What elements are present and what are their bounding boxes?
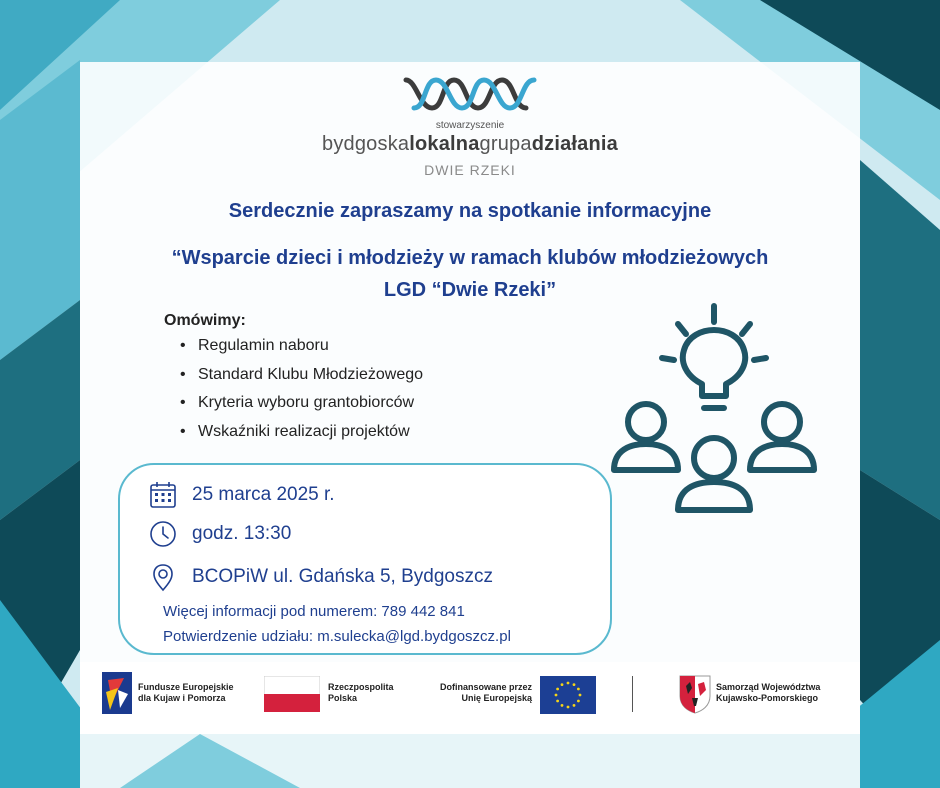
event-title-line1: “Wsparcie dzieci i młodzieży w ramach klubów młodzieżowych xyxy=(171,247,769,269)
agenda-item: • Regulamin naboru xyxy=(164,337,423,366)
agenda-list xyxy=(164,337,423,451)
org-subtitle: DWIE RZEKI xyxy=(424,162,516,178)
rp-logo-text: Rzeczpospolita Polska xyxy=(328,682,394,703)
eu-logo-text: Dofinansowane przez Unię Europejską xyxy=(439,682,532,703)
event-time: godz. 13:30 xyxy=(192,523,292,544)
idea-people-icon xyxy=(606,300,822,518)
fundusze-europejskie-logo xyxy=(102,672,132,714)
event-title xyxy=(0,242,940,306)
kujawsko-pomorskie-coat-of-arms xyxy=(678,674,712,714)
sw-logo-text: Samorząd Województwa Kujawsko-Pomorskiego xyxy=(716,682,821,703)
footer-divider xyxy=(632,676,633,712)
invitation-heading: Serdecznie zapraszamy na spotkanie informacyjne xyxy=(228,200,712,222)
org-name: bydgoskalokalnagrupadziałania xyxy=(322,133,618,155)
location-pin-icon xyxy=(148,562,178,592)
clock-icon xyxy=(148,519,178,549)
fe-logo-text: Fundusze Europejskie dla Kujaw i Pomorza xyxy=(138,682,234,703)
agenda-item: • Wskaźniki realizacji projektów xyxy=(164,423,423,452)
eu-flag-icon xyxy=(540,676,596,714)
org-prefix: stowarzyszenie xyxy=(435,120,505,131)
polish-flag-icon xyxy=(264,676,320,712)
confirmation-email: Potwierdzenie udziału: m.sulecka@lgd.bydgoszcz.pl xyxy=(163,628,511,645)
agenda-label: Omówimy: xyxy=(164,312,246,329)
time-row xyxy=(148,519,291,549)
agenda-item: • Standard Klubu Młodzieżowego xyxy=(164,366,423,395)
lgd-waves-logo xyxy=(402,72,538,116)
date-row xyxy=(148,480,335,510)
more-info-phone: Więcej informacji pod numerem: 789 442 841 xyxy=(163,603,465,620)
event-location: BCOPiW ul. Gdańska 5, Bydgoszcz xyxy=(192,566,493,587)
event-date: 25 marca 2025 r. xyxy=(192,484,335,505)
event-title-line2: LGD “Dwie Rzeki” xyxy=(383,279,557,301)
location-row xyxy=(148,562,493,592)
agenda-item: • Kryteria wyboru grantobiorców xyxy=(164,394,423,423)
calendar-icon xyxy=(148,480,178,510)
